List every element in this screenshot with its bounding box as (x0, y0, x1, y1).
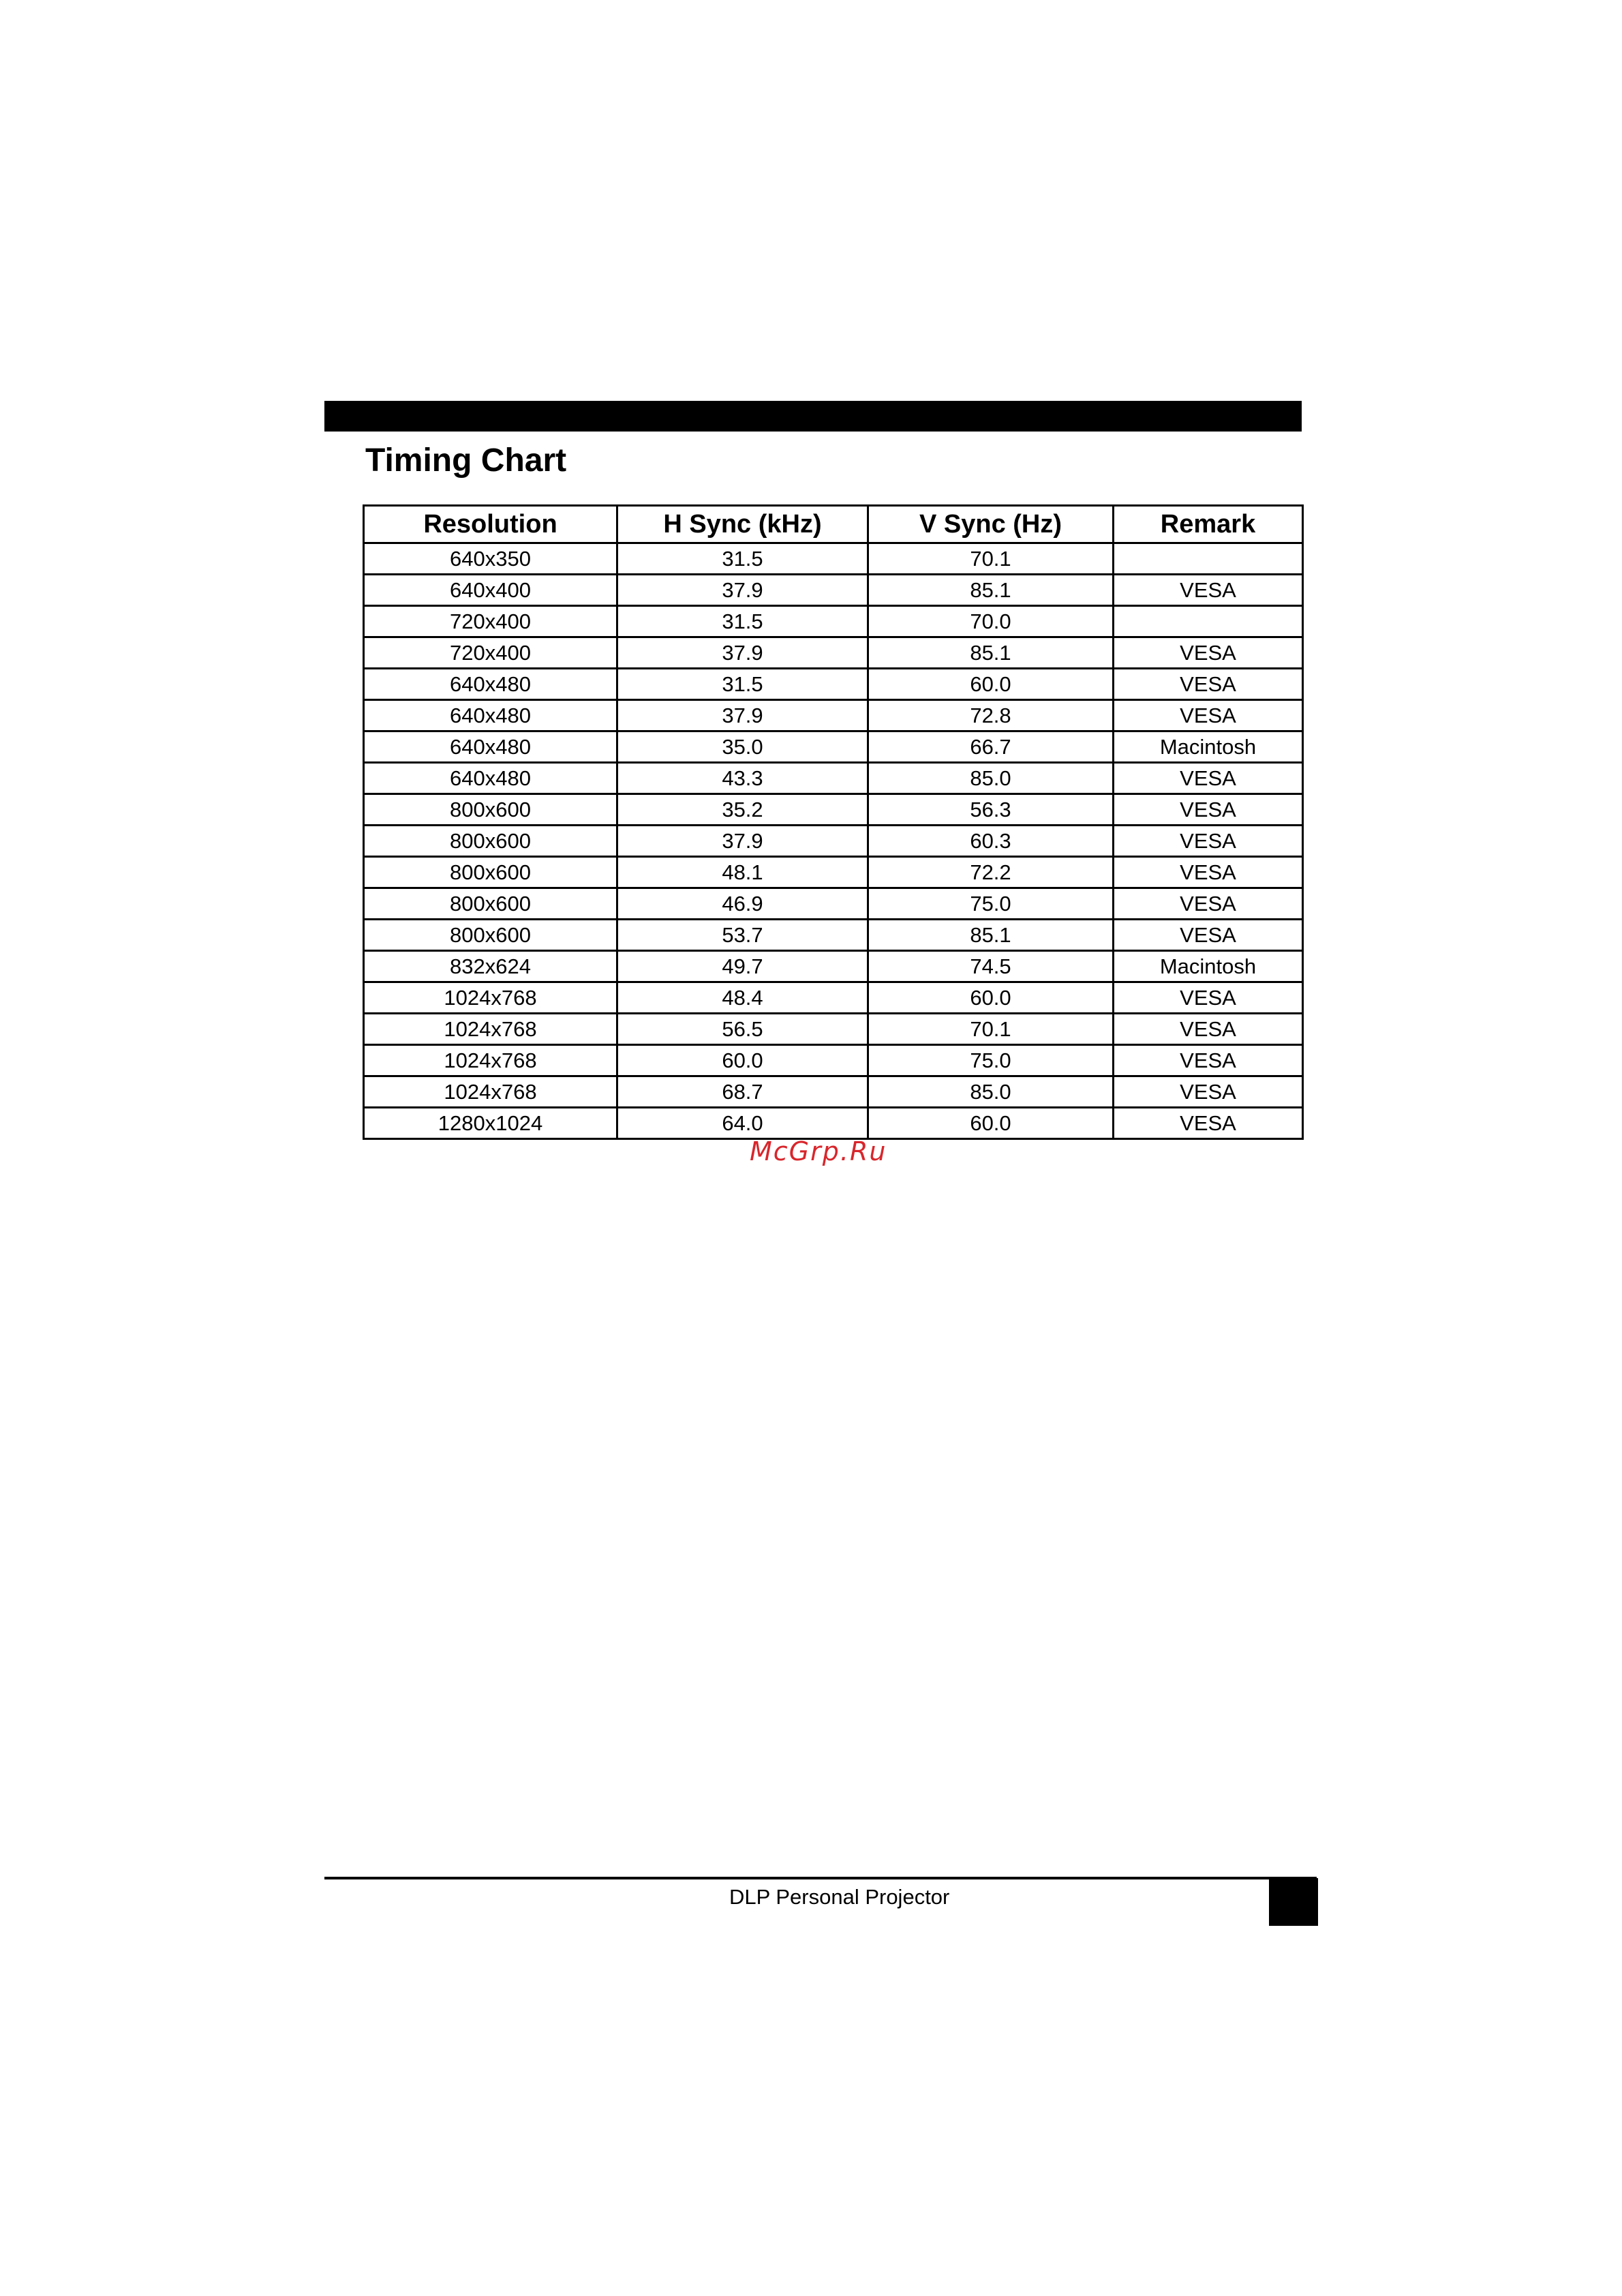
cell-remark: VESA (1114, 1076, 1303, 1108)
cell-v-sync: 72.8 (868, 700, 1114, 731)
cell-resolution: 1024x768 (364, 1045, 617, 1076)
cell-resolution: 1024x768 (364, 1014, 617, 1045)
cell-h-sync: 60.0 (617, 1045, 868, 1076)
cell-h-sync: 37.9 (617, 575, 868, 606)
cell-h-sync: 31.5 (617, 606, 868, 637)
cell-resolution: 640x480 (364, 763, 617, 794)
cell-h-sync: 64.0 (617, 1108, 868, 1139)
footer-text: DLP Personal Projector (729, 1885, 950, 1909)
table-row (364, 1045, 1303, 1076)
cell-h-sync: 48.1 (617, 857, 868, 888)
cell-h-sync: 35.0 (617, 731, 868, 763)
column-header-v-sync: V Sync (Hz) (868, 506, 1114, 543)
cell-remark: VESA (1114, 857, 1303, 888)
cell-resolution: 800x600 (364, 857, 617, 888)
cell-resolution: 1024x768 (364, 982, 617, 1014)
cell-remark: VESA (1114, 826, 1303, 857)
cell-remark: VESA (1114, 1014, 1303, 1045)
cell-remark: VESA (1114, 1108, 1303, 1139)
cell-h-sync: 48.4 (617, 982, 868, 1014)
table-row (364, 543, 1303, 575)
timing-table (363, 504, 1304, 1140)
cell-resolution: 720x400 (364, 606, 617, 637)
cell-v-sync: 72.2 (868, 857, 1114, 888)
cell-v-sync: 75.0 (868, 888, 1114, 920)
cell-resolution: 640x480 (364, 731, 617, 763)
cell-v-sync: 85.1 (868, 637, 1114, 669)
cell-resolution: 800x600 (364, 888, 617, 920)
page-number-box (1269, 1878, 1318, 1926)
cell-remark: VESA (1114, 637, 1303, 669)
cell-resolution: 640x480 (364, 669, 617, 700)
table-row (364, 669, 1303, 700)
table-header-row (364, 506, 1303, 543)
cell-resolution: 640x350 (364, 543, 617, 575)
cell-resolution: 800x600 (364, 826, 617, 857)
table-row (364, 575, 1303, 606)
cell-h-sync: 37.9 (617, 637, 868, 669)
cell-resolution: 800x600 (364, 920, 617, 951)
table-row (364, 1014, 1303, 1045)
cell-h-sync: 37.9 (617, 700, 868, 731)
page-title: Timing Chart (365, 442, 567, 479)
cell-v-sync: 75.0 (868, 1045, 1114, 1076)
cell-v-sync: 70.1 (868, 1014, 1114, 1045)
cell-v-sync: 60.3 (868, 826, 1114, 857)
cell-v-sync: 85.0 (868, 763, 1114, 794)
table-row (364, 763, 1303, 794)
cell-remark: Macintosh (1114, 731, 1303, 763)
header-bar (324, 401, 1302, 432)
cell-remark: VESA (1114, 920, 1303, 951)
table-row (364, 794, 1303, 826)
cell-h-sync: 68.7 (617, 1076, 868, 1108)
cell-v-sync: 74.5 (868, 951, 1114, 982)
cell-resolution: 640x400 (364, 575, 617, 606)
table-row (364, 982, 1303, 1014)
cell-h-sync: 31.5 (617, 669, 868, 700)
column-header-resolution: Resolution (364, 506, 617, 543)
cell-h-sync: 37.9 (617, 826, 868, 857)
table-row (364, 637, 1303, 669)
cell-remark: VESA (1114, 1045, 1303, 1076)
table-row (364, 888, 1303, 920)
cell-v-sync: 85.1 (868, 575, 1114, 606)
cell-remark: VESA (1114, 982, 1303, 1014)
cell-v-sync: 60.0 (868, 669, 1114, 700)
cell-remark: VESA (1114, 794, 1303, 826)
table-row (364, 1108, 1303, 1139)
cell-remark (1114, 606, 1303, 637)
cell-v-sync: 85.1 (868, 920, 1114, 951)
cell-v-sync: 70.1 (868, 543, 1114, 575)
cell-remark: VESA (1114, 575, 1303, 606)
table-row (364, 606, 1303, 637)
cell-h-sync: 56.5 (617, 1014, 868, 1045)
table-body (364, 543, 1303, 1139)
cell-remark: Macintosh (1114, 951, 1303, 982)
table-row (364, 857, 1303, 888)
cell-h-sync: 53.7 (617, 920, 868, 951)
cell-remark: VESA (1114, 763, 1303, 794)
cell-h-sync: 43.3 (617, 763, 868, 794)
cell-v-sync: 60.0 (868, 982, 1114, 1014)
cell-resolution: 800x600 (364, 794, 617, 826)
cell-remark: VESA (1114, 669, 1303, 700)
cell-resolution: 640x480 (364, 700, 617, 731)
cell-h-sync: 46.9 (617, 888, 868, 920)
cell-remark: VESA (1114, 888, 1303, 920)
cell-v-sync: 56.3 (868, 794, 1114, 826)
footer-rule (324, 1877, 1317, 1879)
cell-resolution: 1024x768 (364, 1076, 617, 1108)
cell-h-sync: 35.2 (617, 794, 868, 826)
cell-v-sync: 85.0 (868, 1076, 1114, 1108)
table-row (364, 920, 1303, 951)
cell-v-sync: 66.7 (868, 731, 1114, 763)
cell-h-sync: 31.5 (617, 543, 868, 575)
table-row (364, 826, 1303, 857)
cell-resolution: 720x400 (364, 637, 617, 669)
column-header-remark: Remark (1114, 506, 1303, 543)
cell-v-sync: 70.0 (868, 606, 1114, 637)
column-header-h-sync: H Sync (kHz) (617, 506, 868, 543)
watermark: McGrp.Ru (750, 1136, 887, 1166)
table-row (364, 951, 1303, 982)
cell-remark (1114, 543, 1303, 575)
cell-remark: VESA (1114, 700, 1303, 731)
table-row (364, 1076, 1303, 1108)
table-row (364, 731, 1303, 763)
cell-h-sync: 49.7 (617, 951, 868, 982)
cell-v-sync: 60.0 (868, 1108, 1114, 1139)
table-row (364, 700, 1303, 731)
cell-resolution: 1280x1024 (364, 1108, 617, 1139)
cell-resolution: 832x624 (364, 951, 617, 982)
